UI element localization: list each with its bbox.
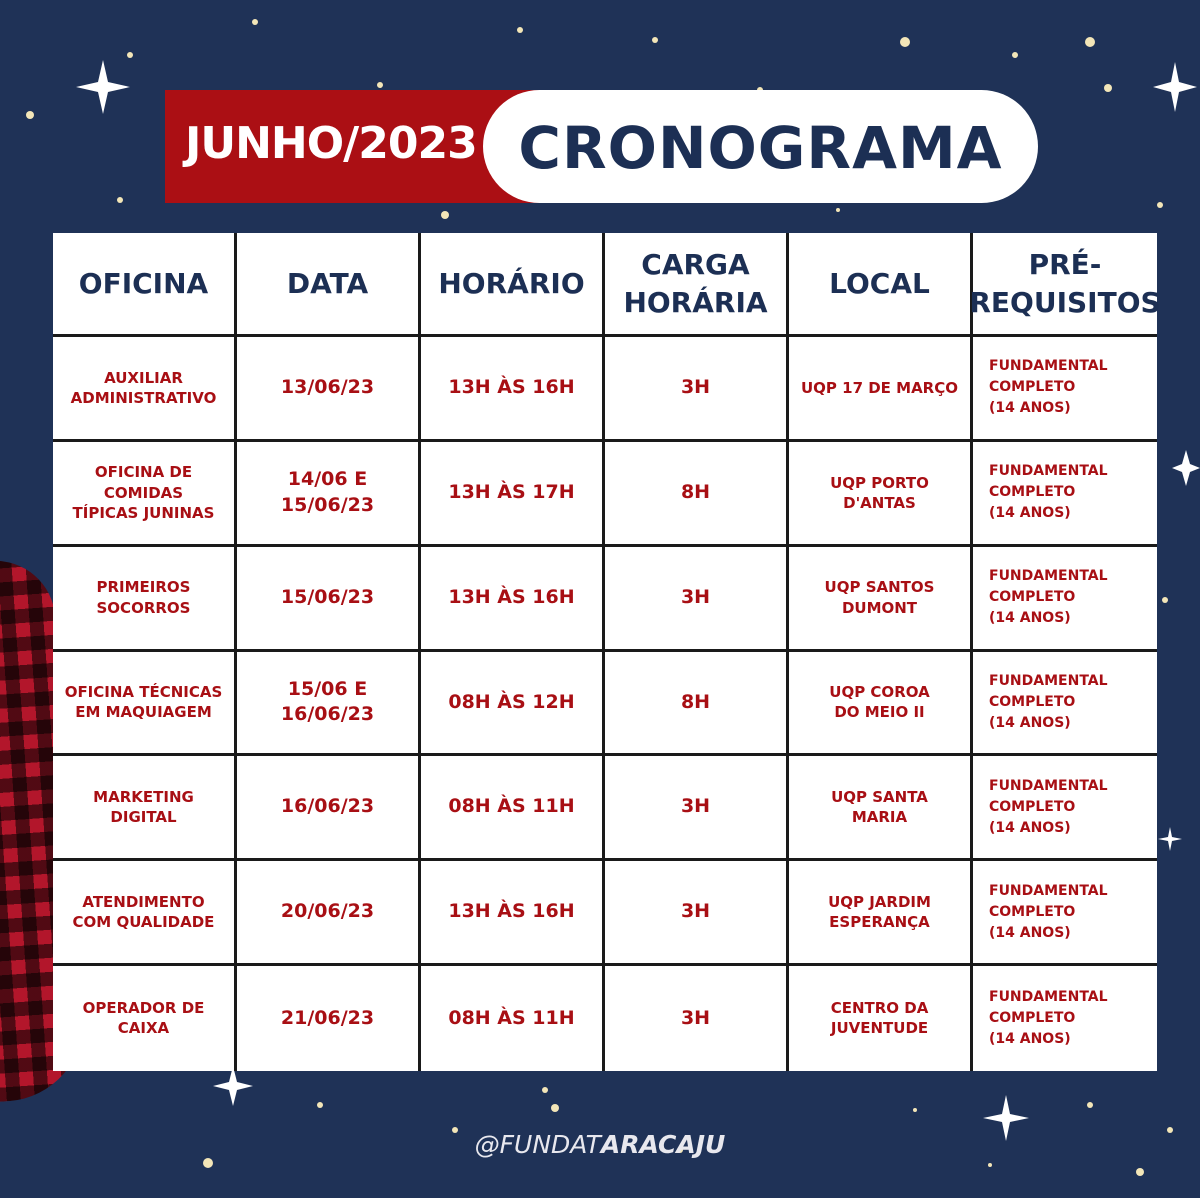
cell-local: [789, 442, 973, 547]
cell-local: [789, 337, 973, 442]
cell-oficina: [53, 547, 237, 652]
cell-text: FUNDAMENTAL COMPLETO (14 ANOS): [989, 777, 1108, 836]
cell-local: [789, 966, 973, 1071]
cell-carga-horaria: [605, 442, 789, 547]
cell-text: UQP 17 DE MARÇO: [800, 378, 958, 397]
cell-text: OPERADOR DE CAIXA: [82, 999, 205, 1038]
column-header-label: LOCAL: [829, 266, 930, 300]
cell-data: [237, 861, 421, 966]
cell-data: [237, 966, 421, 1071]
page-title: CRONOGRAMA: [518, 114, 1003, 182]
cell-horario: [421, 652, 605, 757]
cell-text: 3H: [680, 795, 711, 818]
cell-pre-requisitos: [973, 861, 1157, 966]
cell-text: CENTRO DA JUVENTUDE: [830, 999, 929, 1038]
cell-text: FUNDAMENTAL COMPLETO (14 ANOS): [989, 882, 1108, 941]
cell-local: [789, 861, 973, 966]
cell-oficina: [53, 756, 237, 861]
cell-carga-horaria: [605, 966, 789, 1071]
cell-oficina: [53, 966, 237, 1071]
cell-text: FUNDAMENTAL COMPLETO (14 ANOS): [989, 358, 1108, 417]
cell-text: 3H: [680, 900, 711, 923]
cell-text: 15/06 E 16/06/23: [280, 677, 375, 726]
cell-horario: [421, 337, 605, 442]
cell-text: UQP PORTO D'ANTAS: [830, 473, 929, 512]
cell-text: 13H ÀS 16H: [448, 376, 575, 399]
handle-prefix: @FUNDAT: [474, 1130, 601, 1159]
schedule-table: [53, 233, 1161, 1071]
cell-data: [237, 756, 421, 861]
cell-text: UQP SANTOS DUMONT: [824, 578, 935, 617]
cell-text: 3H: [680, 585, 711, 608]
cell-horario: [421, 966, 605, 1071]
cell-text: 8H: [680, 690, 711, 713]
cell-text: OFICINA DE COMIDAS TÍPICAS JUNINAS: [72, 463, 215, 522]
cell-oficina: [53, 337, 237, 442]
cell-local: [789, 547, 973, 652]
cell-text: 08H ÀS 11H: [448, 1006, 575, 1029]
column-header-data: [237, 233, 421, 337]
cell-text: 16/06/23: [280, 795, 375, 818]
cell-text: OFICINA TÉCNICAS EM MAQUIAGEM: [64, 683, 223, 722]
cell-horario: [421, 547, 605, 652]
column-header-local: [789, 233, 973, 337]
cell-text: 13H ÀS 16H: [448, 585, 575, 608]
cell-data: [237, 442, 421, 547]
cell-text: FUNDAMENTAL COMPLETO (14 ANOS): [989, 463, 1108, 522]
column-header-pre-requisitos: [969, 233, 1161, 337]
column-header-label: CARGA HORÁRIA: [623, 247, 768, 319]
cell-pre-requisitos: [973, 652, 1157, 757]
cell-text: AUXILIAR ADMINISTRATIVO: [70, 368, 217, 407]
cell-text: 21/06/23: [280, 1006, 375, 1029]
cell-carga-horaria: [605, 337, 789, 442]
cell-oficina: [53, 652, 237, 757]
schedule-grid: [53, 233, 1161, 1071]
cell-text: ATENDIMENTO COM QUALIDADE: [72, 892, 215, 932]
cell-carga-horaria: [605, 861, 789, 966]
cell-pre-requisitos: [973, 337, 1157, 442]
cell-text: PRIMEIROS SOCORROS: [96, 578, 191, 617]
cell-text: UQP SANTA MARIA: [831, 788, 928, 827]
cell-data: [237, 652, 421, 757]
cell-text: FUNDAMENTAL COMPLETO (14 ANOS): [989, 672, 1108, 731]
cell-horario: [421, 442, 605, 547]
cell-carga-horaria: [605, 652, 789, 757]
cell-pre-requisitos: [973, 547, 1157, 652]
column-header-label: PRÉ- REQUISITOS: [969, 247, 1161, 319]
cell-text: 13H ÀS 16H: [448, 900, 575, 923]
handle-bold: ARACAJU: [600, 1130, 726, 1159]
cell-text: 14/06 E 15/06/23: [280, 468, 375, 516]
cell-pre-requisitos: [973, 966, 1157, 1071]
cell-text: 3H: [680, 376, 711, 399]
cell-text: UQP COROA DO MEIO II: [829, 683, 930, 722]
cell-local: [789, 756, 973, 861]
cell-text: FUNDAMENTAL COMPLETO (14 ANOS): [989, 568, 1108, 627]
cell-text: 13/06/23: [280, 376, 375, 399]
cell-text: 08H ÀS 11H: [448, 795, 575, 818]
cell-text: MARKETING DIGITAL: [93, 788, 194, 827]
cell-oficina: [53, 442, 237, 547]
cell-data: [237, 337, 421, 442]
cell-pre-requisitos: [973, 756, 1157, 861]
cell-oficina: [53, 861, 237, 966]
cell-horario: [421, 861, 605, 966]
title-pill: [483, 90, 1038, 203]
column-header-oficina: [53, 233, 237, 337]
cell-carga-horaria: [605, 756, 789, 861]
cell-data: [237, 547, 421, 652]
footer-handle: [0, 1130, 1200, 1159]
cell-text: 15/06/23: [280, 585, 375, 608]
cell-text: 8H: [680, 480, 711, 503]
cell-text: 3H: [680, 1006, 711, 1029]
column-header-label: OFICINA: [78, 266, 209, 300]
cell-text: 13H ÀS 17H: [448, 480, 575, 503]
cell-text: UQP JARDIM ESPERANÇA: [828, 892, 931, 932]
cell-pre-requisitos: [973, 442, 1157, 547]
cell-local: [789, 652, 973, 757]
column-header-horario: [421, 233, 605, 337]
cell-carga-horaria: [605, 547, 789, 652]
column-header-label: DATA: [286, 266, 369, 300]
cell-horario: [421, 756, 605, 861]
column-header-label: HORÁRIO: [438, 266, 585, 300]
month-label: JUNHO/2023: [185, 118, 477, 169]
column-header-carga-horaria: [605, 233, 789, 337]
cell-text: 20/06/23: [280, 900, 375, 923]
header: [165, 90, 1045, 203]
cell-text: FUNDAMENTAL COMPLETO (14 ANOS): [989, 988, 1108, 1047]
cell-text: 08H ÀS 12H: [448, 690, 575, 713]
